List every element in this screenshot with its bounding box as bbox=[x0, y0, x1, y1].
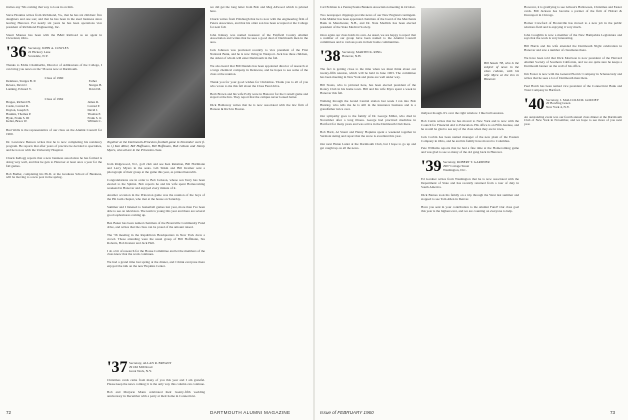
paragraph: Christmas cards came from many of you this year and I am grateful. Please keep the news coming; it is the only way this column can continue. bbox=[107, 378, 205, 386]
paragraph: The '36 meeting in the Republican Headquarters in New York drew a crowd. Those attending were the usual group of Bill Hoffmann, Stu Roberts, Bob Kretzer and Jack Hall. bbox=[107, 232, 205, 245]
class-number: '37 bbox=[107, 359, 128, 376]
paragraph: Jack Corbin has been named manager of the new plant of the Eastern Company in Ohio, and he and his family have moved to Columbus. bbox=[421, 134, 519, 143]
right-column-1 bbox=[320, 6, 416, 406]
paragraph: Bob Hartt, Al Stuart and Henry Hopkins spent a weekend together in Vermont skiing and report that the snow is excellent this year. bbox=[320, 130, 416, 139]
paragraph: from Ridgewood, N.J., golf club and see Ken Reisman, Bill Hoffmann and Larry Myers in the seats. Gib Sitkin and Bill Kramer sent a photograph of their group at the game this year, as printed herewith. bbox=[107, 163, 205, 174]
paragraph: Thank you for your good wishes for Christmas. Thank you to all of you who wrote to me this fall about the Class Fund drive. bbox=[210, 79, 308, 88]
paragraph: John Coughlin is now a member of the New Hampshire Legislature and says that the work is very interesting. bbox=[524, 32, 622, 41]
paragraph: Dick Barnes took his family on a trip through the West last summer and stopped to see Tom Allen in Denver. bbox=[421, 192, 519, 201]
paragraph: Ed Gardner writes from Washington that he is now associated with the Department of State and has recently returned from a tour of duty in South America. bbox=[421, 177, 519, 190]
paragraph: Congratulations are in order to Bob Jackson, whose son Terry has been elected to the Sphinx. Bob reports he and his wife spent Homecoming weekend in Hanover and enjoyed every minute of it. bbox=[107, 177, 205, 190]
class-heading-38 bbox=[320, 49, 416, 64]
paragraph: Dr. Lawrence Benson writes that he is now completing his residency program. He reports that after years of practice he decided to specialize, and he is now with the University Hospital. bbox=[6, 140, 102, 152]
class-photo-couple bbox=[421, 8, 481, 108]
paragraph: Dick Hathaway writes that he is now associated with the law firm of Hanson & Rich in Boston. bbox=[210, 103, 308, 112]
left-column-2-lower bbox=[107, 358, 205, 406]
paragraph: Once again our class holds its own. As usual, we are happy to report that a number of our group have been named to the Alumni Council committees and to various posts in their home communities. bbox=[320, 32, 416, 45]
sons-roster-1960 bbox=[6, 76, 102, 92]
issue-date: Issue of FEBRUARY 1960 bbox=[320, 410, 374, 415]
class-number: '39 bbox=[421, 158, 442, 176]
paragraph: Thanks to Eddie Chamberlin, Director of Admissions of the College, I can bring you news on the '36 sons now at Dartmouth. bbox=[6, 63, 102, 72]
right-page-number: 73 bbox=[610, 410, 616, 415]
roster-sons: Denmore, Sturges B. II Revere, David J. Lanning, Edward V. bbox=[6, 79, 36, 91]
roster-sons: Bragee, Richard H. Castle, Conrad D. Dayton, Joseph E. Haskins, Thomas P. Hyde, Frank S. III Keller, Bruce W. bbox=[6, 99, 32, 124]
paragraph: Stuart Mauree has been with the B&O Railroad as an agent in Cleveland, Ohio. bbox=[6, 32, 102, 41]
paragraph: Chuck writes from Pittsburgh that he is now with the engineering firm of Peters Associates, and that his older son has been accepted at the College for next fall. bbox=[210, 16, 308, 29]
class-secretary: Secretary, ROBERT T. GARDNER 2907 Cottage Street Washington, D.C. bbox=[443, 160, 490, 173]
class-secretary: Secretary, J. MALCOLM M. GOUDEY 20 Bowling Green New York 4, N.Y. bbox=[546, 97, 599, 110]
class-secretary: Secretary, ALLAN R. BRYANT 29 Old Mill Road Great Neck, N.Y. bbox=[129, 361, 172, 373]
paragraph: midyear though. It's over the right window. I like bull sessions. bbox=[421, 112, 505, 115]
paragraph: we did get the long letter from Bob and Meg Allwood which is printed here. bbox=[210, 6, 308, 13]
paragraph: Have you sent in your contribution to the Alumni Fund? Our class goal this year is the highest ever, and we are counting on everyone to help. bbox=[421, 204, 519, 213]
class-secretary: Secretary, JOHN A. COWLES 22 Hickory Lane Scarsdale, N.Y. bbox=[28, 46, 69, 59]
paragraph: I do a bit of research for the House Committee and let the members of the class know that the work continues. bbox=[107, 248, 205, 257]
class-heading-36 bbox=[6, 45, 102, 60]
right-column-2 bbox=[421, 112, 519, 406]
class-heading-37 bbox=[107, 360, 205, 375]
left-page-number: 72 bbox=[6, 410, 12, 415]
roster-fathers: Father Sturges B. David M. bbox=[88, 79, 102, 91]
paragraph: Homer Crawford of Bronxville has moved to a new job in the public relations field and is enjoying it very much. bbox=[524, 20, 622, 29]
class-secretary: Secretary, MARTIN K. RING Hanover, N.H. bbox=[342, 50, 382, 59]
paragraph: The fact is getting close to the time when we must think about our twenty-fifth reunion, which will be held in June 1963. The committee has been meeting in New York and plans are well under way. bbox=[320, 67, 416, 80]
paragraph: Paul Hatch has been named vice president of the Connecticut Bank and Trust Company in Hartford. bbox=[524, 83, 622, 92]
page-gutter bbox=[313, 0, 315, 420]
class-photo-football-game bbox=[107, 8, 205, 138]
paragraph: Bill Harris and his wife attended the Dartmouth Night celebration in Hanover and saw a number of classmates there. bbox=[524, 44, 622, 53]
roster-fathers: James R. Conrad P. David J. Thomas P. Frank S. Jr. William C. bbox=[87, 99, 102, 124]
paragraph: Steve Hoskins writes from Richmond, Va., that he has six children: five daughters and one son; and that he has been in the steel business since leaving Hanover. For nearly six years he has been operations vice president of Richmond Engineering, Inc. bbox=[6, 12, 102, 29]
left-column-2 bbox=[107, 163, 205, 356]
paragraph: Carl Erdman is a Pennsylvania Bankers Association meeting in October. bbox=[320, 6, 416, 9]
magazine-title: DARTMOUTH ALUMNI MAGAZINE bbox=[210, 410, 291, 415]
paragraph: Summer and I listened to basketball games last year, more than I've been able to see on television. The team is young this year and there are several good sophomores coming up. bbox=[107, 205, 205, 218]
paragraph: Two newspaper clippings provide news of our New England contingent. John Mahler has been appointed chairman of the board of the Merchants Bank in Manchester, N.H., and Dr. Nate Medlick has been elected president of the State Medical Society. bbox=[320, 12, 416, 29]
paragraph: Chuck Kellogg reports that a new business association he has formed is doing very well, and that he gets to Hanover at least once a year for the fall games. bbox=[6, 155, 102, 168]
paragraph: Jack Johnson was promoted recently to vice president of the First National Bank, and he is now living in Westport. Jack has three children, the oldest of whom will enter Dartmouth in the fall. bbox=[210, 48, 308, 61]
paragraph: Our sympathy goes to the family of Dr. George Miller, who died in November after a long illness. George had practiced medicine in Hartford for many years and was active in the Dartmouth Club there. bbox=[320, 114, 416, 127]
paragraph: Bob Curtis writes that he has moved to New York and is now with the Council for Financial Aid to Education. His office is on Fifth Avenue, and he would be glad to see any of the class when they are in town. bbox=[421, 118, 519, 131]
paragraph: We also heard that Bill Daniels has been appointed director of research at a large chemical company in Delaware, and he hopes to see some of the class at the reunion. bbox=[210, 63, 308, 76]
paragraph: Ben Baker has been named chairman of the Bronxville Community Fund drive, and writes that the class can be proud of the amount raised. bbox=[107, 220, 205, 229]
photo-caption: Bill Staats '38, who is the subject of news in the class column, with his wife Myra at the Inn in Hanover. bbox=[484, 61, 519, 81]
class-heading-39 bbox=[421, 159, 519, 174]
paragraph: We had a grand time last spring at the dinner, and I think everyone there enjoyed the talk on the new Hopkins Center. bbox=[107, 260, 205, 269]
paragraph: However, it is gratifying to see Gibson's Halloween, Christmas and Easter cards. Bill Jackson has become a partner of the firm of Hobart & Davenport in Chicago. bbox=[524, 6, 622, 17]
paragraph: Walking through the Grand Central station last week I ran into Bob Huntley, who tells me he is still in the insurance business and is a grandfather twice over. bbox=[320, 98, 416, 111]
paragraph: Herb Brown and his wife Polly were in Hanover for the Cornell game and stayed at the Inn. They report that the campus never looked better. bbox=[210, 91, 308, 100]
paragraph: An outstanding event was our fourth annual class dinner at the Dartmouth Club of New York in November, and we hope to see more of you next year. bbox=[524, 114, 622, 127]
paragraph: Bill Staats, who is pictured here, has been elected president of the Rotary Club in his home town. Bill and his wife Myra spent a week in Hanover this fall. bbox=[320, 82, 416, 95]
sons-roster-1962 bbox=[6, 97, 102, 124]
paragraph: Bud Wells is the representative of our class on the Alumni Council for 1960. bbox=[6, 128, 102, 137]
paragraph: invites any '36s coming that way to look in on him. bbox=[6, 6, 74, 9]
roster-title: Class of 1960 bbox=[44, 76, 64, 81]
paragraph: Jim Foster is now with the General Electric Company in Schenectady and writes that he sees a lot of Dartmouth men there. bbox=[524, 71, 622, 80]
photo-caption: Together at the Dartmouth-Princeton football game in November were (l. to r.) Ken Ritter, Bill Hoffmann, Bill Hoffmann, Bob Gibson and Jimmy Myers, who all are in the Princeton class. bbox=[107, 140, 205, 152]
paragraph: Pete Williams reports that he had a fine time at the Homecoming game and was glad to see so many of the old gang back in Hanover. bbox=[421, 146, 519, 155]
paragraph: Our next Hanie Luder at the Dartmouth Club, but I hope to go up and get caught up on all the news. bbox=[320, 141, 416, 150]
left-column-3 bbox=[210, 6, 308, 354]
class-number: '40 bbox=[524, 95, 545, 113]
left-column-1 bbox=[6, 6, 102, 406]
paragraph: Another occasion in the Princeton game was the reunion of the boys of the Phi Gam chapter, who met at the house on Saturday. bbox=[107, 193, 205, 202]
roster-title: Class of 1962 bbox=[44, 96, 64, 101]
paragraph: We have been told that Dick Morrison is now president of the Harvard Alumni Society of Southern California, and we are quite sure he keeps a Dartmouth banner on the wall of his office. bbox=[524, 56, 622, 68]
paragraph: Bob and Marjorie Mann celebrated their twenty-fifth wedding anniversary in December with a party at their home in Connecticut. bbox=[107, 389, 205, 398]
paragraph: Bob Budler, completing his Ph.D. at the Graduate School of Business, will be moving to a new post in the spring. bbox=[6, 171, 102, 180]
paragraph: John Kinney was named treasurer of the Fairfield County Alumni Association and writes that he sees a good deal of Dartmouth men in the area. bbox=[210, 32, 308, 45]
class-number: '36 bbox=[6, 44, 27, 62]
class-heading-40 bbox=[524, 97, 622, 112]
right-column-3 bbox=[524, 6, 622, 406]
class-number: '38 bbox=[320, 48, 341, 66]
